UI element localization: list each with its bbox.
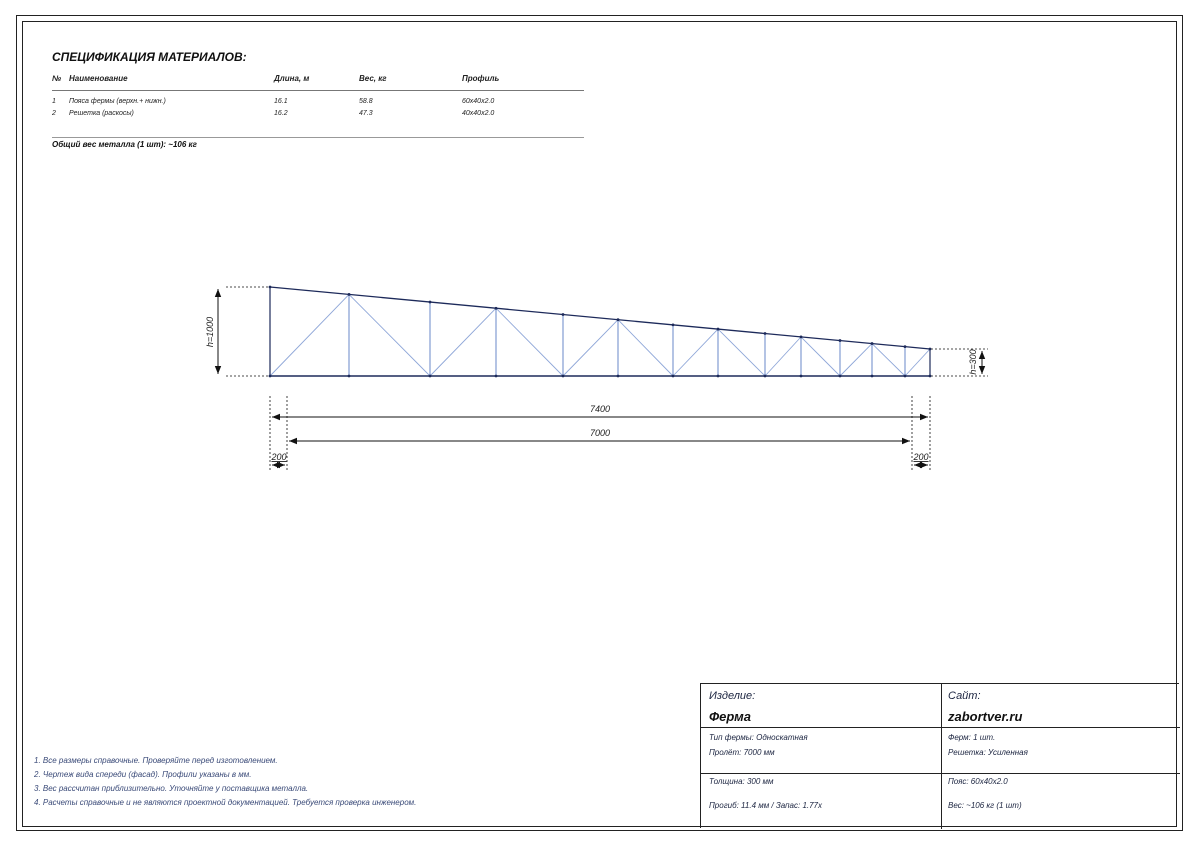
site-label: Сайт: — [948, 690, 981, 702]
truss-diagonal — [349, 294, 430, 376]
truss-node — [429, 301, 432, 304]
truss-node — [839, 375, 842, 378]
truss-node — [269, 375, 272, 378]
row-length: 16.2 — [274, 110, 288, 117]
row-length: 16.1 — [274, 98, 288, 105]
span-label: 7000 — [589, 428, 611, 438]
row-weight: 47.3 — [359, 110, 373, 117]
header-weight: Вес, кг — [359, 74, 387, 83]
row-name: Решетка (раскосы) — [69, 110, 134, 117]
truss-node — [717, 375, 720, 378]
support-right-label: 200 — [913, 452, 929, 462]
note-item: 2. Чертеж вида спереди (фасад). Профили указаны в мм. — [34, 770, 252, 779]
row-number: 2 — [52, 110, 56, 117]
truss-node — [617, 318, 620, 321]
truss-nodes — [269, 286, 932, 378]
truss-node — [348, 293, 351, 296]
row-number: 1 — [52, 98, 56, 105]
row-weight: 58.8 — [359, 98, 373, 105]
title-block — [700, 683, 1179, 828]
truss-diagonal — [496, 308, 563, 376]
truss-diagonal — [270, 294, 349, 376]
spec-title: СПЕЦИФИКАЦИЯ МАТЕРИАЛОВ: — [52, 50, 247, 64]
truss-node — [672, 323, 675, 326]
truss-node — [871, 342, 874, 345]
chord-info: Пояс: 60x40x2.0 — [948, 777, 1008, 786]
truss-node — [562, 313, 565, 316]
truss-count: Ферм: 1 шт. — [948, 733, 996, 742]
truss-diagonal — [430, 308, 496, 376]
header-name: Наименование — [69, 74, 128, 83]
truss-node — [672, 375, 675, 378]
truss-node — [429, 375, 432, 378]
truss-node — [904, 375, 907, 378]
truss-diagonal — [872, 344, 905, 376]
truss-node — [495, 375, 498, 378]
truss-diagonal — [801, 337, 840, 376]
note-item: 4. Расчеты справочные и не являются проектной документацией. Требуется проверка инженером. — [34, 798, 417, 807]
header-length: Длина, м — [274, 74, 310, 83]
truss-node — [929, 375, 932, 378]
row-profile: 60x40x2.0 — [462, 98, 495, 105]
height-right-label: h=300 — [968, 349, 978, 375]
truss-node — [348, 375, 351, 378]
truss-diagonal — [765, 337, 801, 376]
truss-members — [270, 287, 930, 376]
truss-node — [929, 348, 932, 351]
title-block-divider — [941, 684, 942, 829]
note-item: 1. Все размеры справочные. Проверяйте перед изготовлением. — [34, 756, 278, 765]
thickness-info: Толщина: 300 мм — [709, 777, 774, 786]
truss-diagonal — [905, 349, 930, 376]
truss-node — [871, 375, 874, 378]
truss-node — [800, 335, 803, 338]
truss-diagonal — [673, 329, 718, 376]
spec-total-weight: Общий вес металла (1 шт): ~106 кг — [52, 140, 197, 149]
overall-length-label: 7400 — [589, 404, 611, 414]
truss-diagonal — [563, 320, 618, 376]
title-block-divider — [701, 727, 1180, 728]
truss-node — [904, 345, 907, 348]
truss-node — [562, 375, 565, 378]
truss-node — [269, 286, 272, 289]
truss-diagonal — [840, 344, 872, 376]
deflection-info: Прогиб: 11.4 мм / Запас: 1.77x — [709, 801, 823, 810]
span-info: Пролёт: 7000 мм — [709, 748, 775, 757]
support-left-label: 200 — [271, 452, 287, 462]
truss-node — [764, 332, 767, 335]
truss-diagonal — [618, 320, 673, 376]
truss-diagonal — [718, 329, 765, 376]
title-block-divider — [701, 773, 1180, 774]
truss-node — [839, 339, 842, 342]
product-label: Изделие: — [709, 690, 756, 702]
top-chord — [270, 287, 930, 349]
truss-node — [717, 328, 720, 331]
product-value: Ферма — [709, 709, 751, 724]
notes — [34, 754, 416, 810]
row-name: Пояса фермы (верхн.+ нижн.) — [69, 98, 166, 105]
truss-node — [617, 375, 620, 378]
truss-node — [495, 307, 498, 310]
header-profile: Профиль — [462, 74, 500, 83]
weight-info: Вес: ~106 кг (1 шт) — [948, 801, 1022, 810]
height-left-label: h=1000 — [205, 316, 215, 348]
header-number: № — [52, 74, 62, 83]
site-value: zabortver.ru — [948, 709, 1023, 724]
truss-node — [800, 375, 803, 378]
truss-node — [764, 375, 767, 378]
note-item: 3. Вес рассчитан приблизительно. Уточняйте у поставщика металла. — [34, 784, 309, 793]
lattice-type: Решетка: Усиленная — [948, 748, 1028, 757]
truss-type: Тип фермы: Односкатная — [709, 733, 808, 742]
row-profile: 40x40x2.0 — [462, 110, 495, 117]
